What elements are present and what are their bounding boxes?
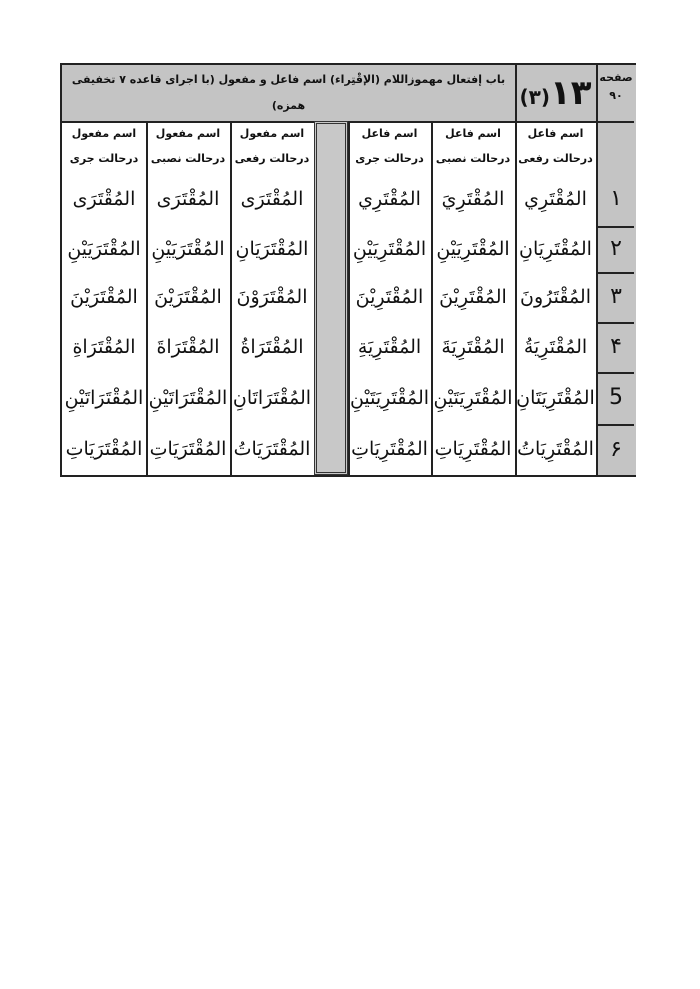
lesson-sub: (۳) (519, 85, 550, 109)
header-active-accusative (431, 121, 515, 173)
header-line1: اسم فاعل (361, 127, 418, 140)
row-number: ۴ (610, 334, 622, 359)
form-passive-accusative: المُقْتَرَيْنَ (154, 286, 222, 308)
row-number: ۳ (610, 284, 622, 309)
form-passive-genitive: المُقْتَرَاتَيْنِ (64, 387, 144, 409)
header-line1: اسم فاعل (445, 127, 501, 140)
header-line2: درحالت رفعی (518, 152, 593, 165)
form-active-genitive: المُقْتَرِيَةِ (357, 336, 422, 358)
row-number: ۱ (610, 186, 622, 211)
form-passive-genitive: المُقْتَرَيْنَ (70, 286, 138, 308)
form-passive-accusative: المُقْتَرَيَاتِ (149, 438, 227, 460)
form-active-nominative: المُقْتَرِيَاتُ (517, 438, 594, 460)
header-active-genitive (348, 121, 431, 173)
header-passive-accusative (146, 121, 230, 173)
row-number: ۶ (610, 437, 622, 462)
form-active-genitive: المُقْتَرِيَيْنِ (352, 238, 427, 260)
form-active-genitive: المُقْتَرِي (358, 188, 421, 210)
form-active-accusative: المُقْتَرِيَ (441, 188, 505, 210)
header-line1: اسم مفعول (71, 127, 137, 140)
conjugation-table (60, 63, 636, 477)
lesson-number-cell (515, 65, 596, 121)
form-passive-accusative: المُقْتَرَاتَيْنِ (148, 387, 228, 409)
header-line2: درحالت جری (355, 152, 424, 165)
page-label: صفحه (599, 71, 633, 84)
header-passive-nominative (230, 121, 314, 173)
form-passive-accusative: المُقْتَرَيَيْنِ (151, 238, 225, 260)
header-line2: درحالت نصبی (435, 152, 511, 165)
header-line1: اسم مفعول (155, 127, 221, 140)
form-active-nominative: المُقْتَرِي (524, 188, 587, 210)
form-active-nominative: المُقْتَرِيَتَانِ (516, 387, 595, 409)
form-passive-genitive: المُقْتَرَى (72, 188, 136, 210)
form-active-genitive: المُقْتَرِيَاتِ (351, 438, 428, 460)
table-title (62, 65, 515, 121)
header-line1: اسم فاعل (527, 127, 584, 140)
row-number: 5 (609, 385, 623, 410)
title-line-1: باب إفتعال مهموزاللام (الإقْتِراء) اسم فاعل و مفعول (با اجرای قاعده ۷ تخفیفی همزه) (71, 73, 506, 112)
header-passive-genitive (62, 121, 146, 173)
header-line2: درحالت جری (69, 152, 139, 165)
header-line2: درحالت رفعی (234, 152, 310, 165)
separator-column (314, 121, 348, 475)
form-active-accusative: المُقْتَرِيْنَ (439, 286, 507, 308)
form-passive-nominative: المُقْتَرَاةُ (240, 336, 304, 358)
form-active-genitive: المُقْتَرِيَتَيْنِ (349, 387, 430, 409)
form-active-accusative: المُقْتَرِيَةَ (441, 336, 505, 358)
header-active-nominative (515, 121, 596, 173)
form-active-nominative: المُقْتَرِيَةُ (523, 336, 588, 358)
form-passive-accusative: المُقْتَرَاةَ (156, 336, 220, 358)
header-line1: اسم مفعول (239, 127, 305, 140)
form-active-genitive: المُقْتَرِيْنَ (355, 286, 424, 308)
form-passive-nominative: المُقْتَرَيَاتُ (233, 438, 311, 460)
form-active-accusative: المُقْتَرِيَيْنِ (436, 238, 510, 260)
form-passive-accusative: المُقْتَرَى (156, 188, 220, 210)
page-number-cell (596, 65, 636, 121)
lesson-number: ۱۳ (549, 73, 592, 113)
form-passive-nominative: المُقْتَرَوْنَ (236, 286, 308, 308)
form-active-accusative: المُقْتَرِيَاتِ (434, 438, 512, 460)
form-passive-nominative: المُقْتَرَى (240, 188, 304, 210)
form-passive-nominative: المُقْتَرَيَانِ (235, 238, 309, 260)
form-active-nominative: المُقْتَرِيَانِ (519, 238, 592, 260)
header-line2: درحالت نصبی (150, 152, 226, 165)
row-number: ۲ (610, 236, 622, 261)
page-number: ۹۰ (609, 89, 623, 102)
form-passive-genitive: المُقْتَرَيَاتِ (65, 438, 143, 460)
form-passive-genitive: المُقْتَرَاةِ (72, 336, 136, 358)
form-active-nominative: المُقْتَرُونَ (519, 286, 591, 308)
form-active-accusative: المُقْتَرِيَتَيْنِ (433, 387, 513, 409)
form-passive-nominative: المُقْتَرَاتَانِ (232, 387, 312, 409)
form-passive-genitive: المُقْتَرَيَيْنِ (67, 238, 141, 260)
